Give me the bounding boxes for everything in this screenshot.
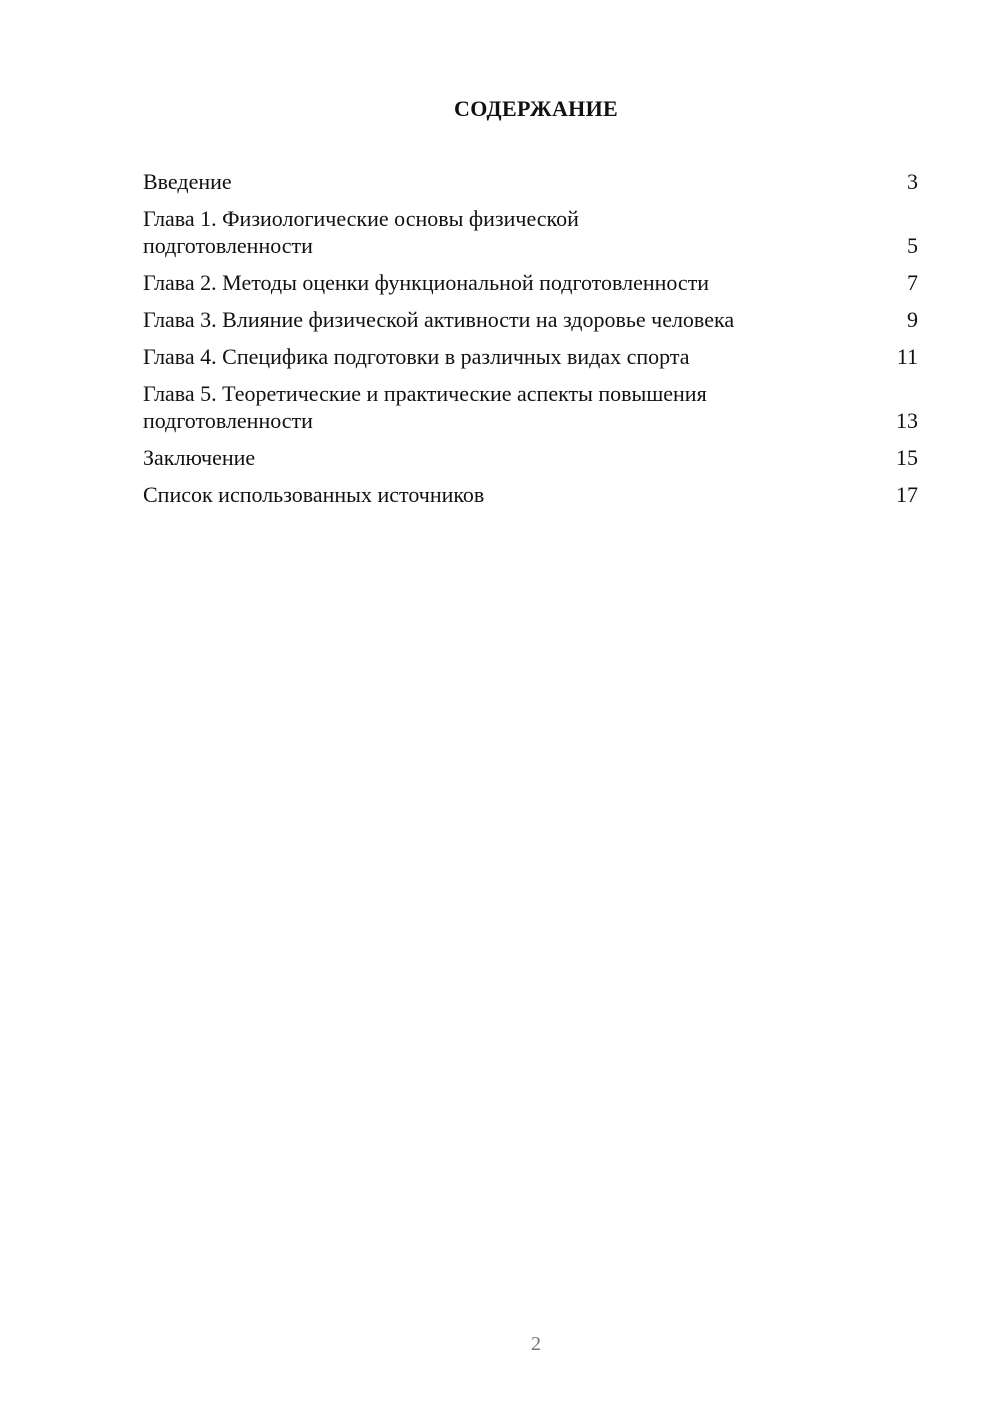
toc-entry-page: 7 bbox=[907, 270, 918, 295]
toc-entry-references[interactable] bbox=[143, 481, 918, 508]
toc-entry-chapter-4[interactable] bbox=[143, 343, 918, 370]
toc-entry-chapter-3[interactable] bbox=[143, 306, 918, 333]
toc-entry-page: 15 bbox=[896, 445, 918, 470]
toc-entry-text: Глава 5. Теоретические и практические аспекты повышения подготовленности bbox=[143, 381, 707, 433]
toc-entry-chapter-1[interactable] bbox=[143, 205, 918, 259]
toc-entry-text: Глава 4. Специфика подготовки в различных видах спорта bbox=[143, 344, 690, 369]
toc-entry-introduction[interactable] bbox=[143, 168, 918, 195]
toc-entry-text: Заключение bbox=[143, 445, 256, 470]
table-of-contents bbox=[143, 168, 918, 518]
toc-entry-page: 3 bbox=[907, 169, 918, 194]
toc-entry-page: 9 bbox=[907, 307, 918, 332]
page-number: 2 bbox=[531, 1333, 541, 1355]
toc-entry-page: 17 bbox=[896, 482, 918, 507]
toc-title: СОДЕРЖАНИЕ bbox=[454, 96, 618, 121]
toc-entry-page: 11 bbox=[896, 344, 918, 369]
toc-entry-page: 5 bbox=[907, 233, 918, 258]
toc-entry-text: Глава 1. Физиологические основы физической подготовленности bbox=[143, 206, 579, 258]
toc-entry-text: Введение bbox=[143, 169, 232, 194]
toc-entry-text: Список использованных источников bbox=[143, 482, 485, 507]
toc-entry-conclusion[interactable] bbox=[143, 444, 918, 471]
toc-entry-page: 13 bbox=[896, 408, 918, 433]
toc-entry-text: Глава 3. Влияние физической активности на здоровье человека bbox=[143, 307, 735, 332]
toc-entry-chapter-5[interactable] bbox=[143, 380, 918, 434]
toc-entry-chapter-2[interactable] bbox=[143, 269, 918, 296]
toc-entry-text: Глава 2. Методы оценки функциональной подготовленности bbox=[143, 270, 710, 295]
